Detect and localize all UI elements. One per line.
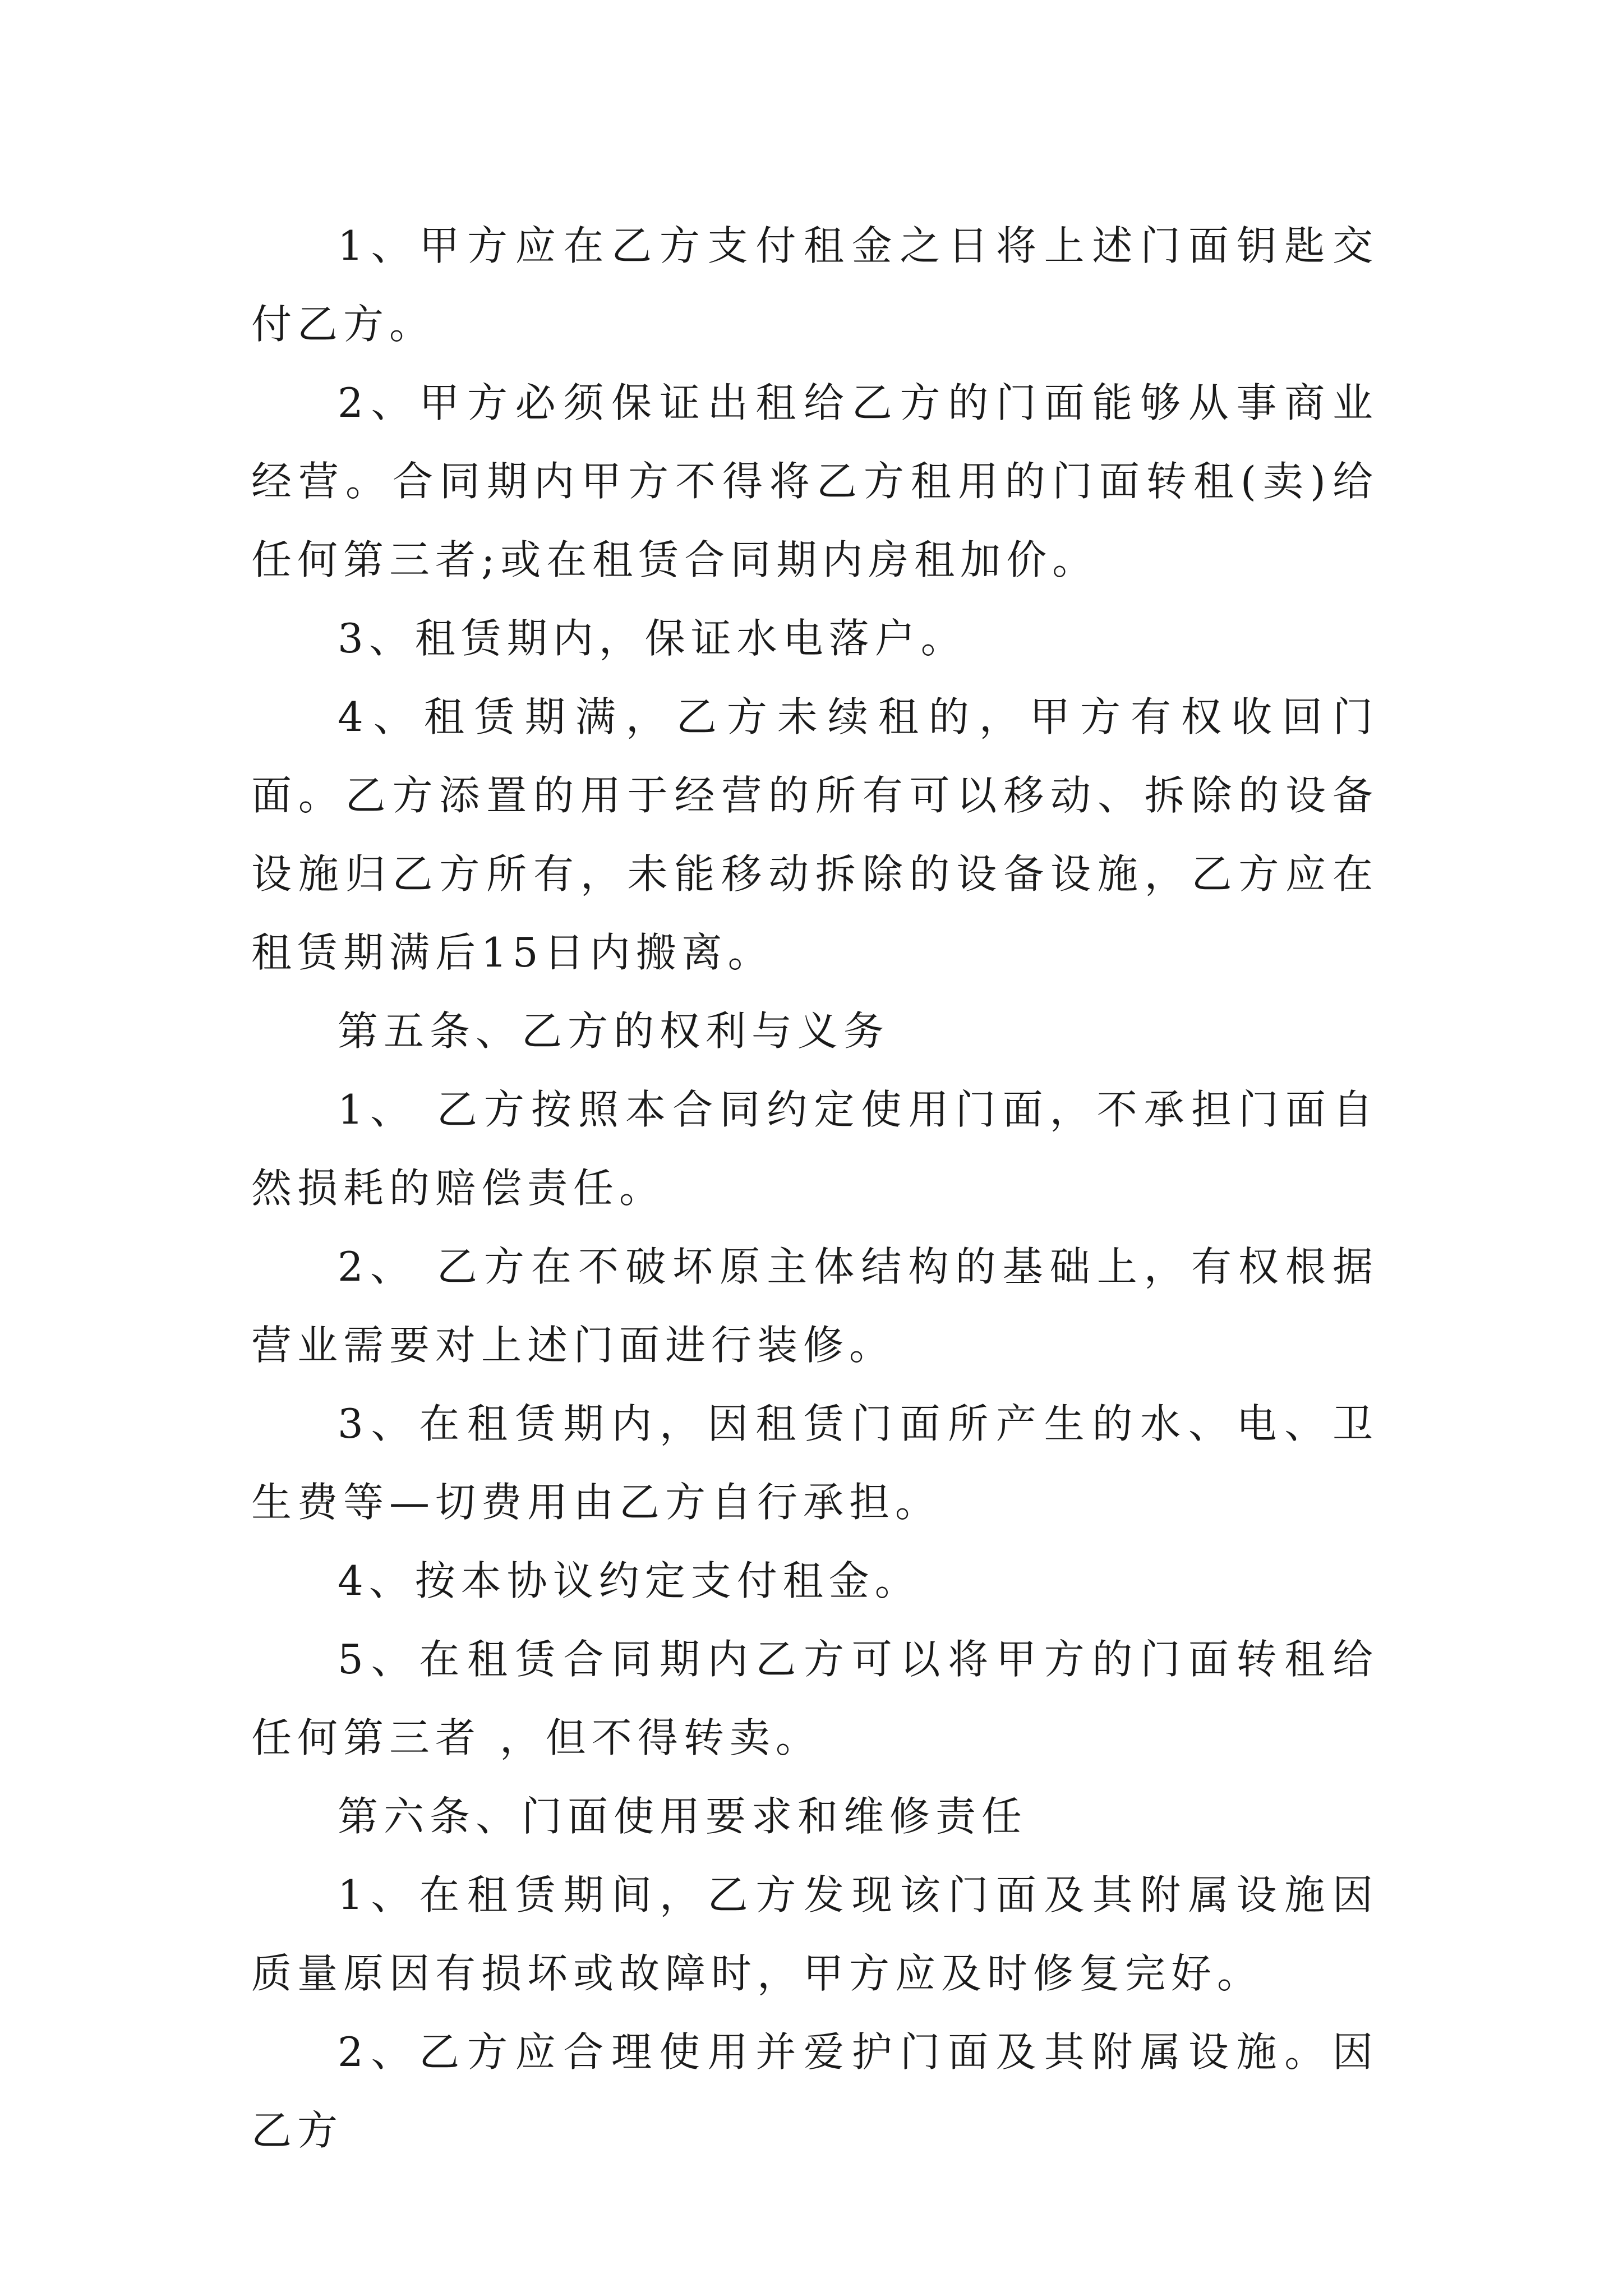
clause-4-item-3: 3、租赁期内，保证水电落户。 [338, 615, 967, 662]
clause-5-heading: 第五条、乙方的权利与义务 [338, 1007, 890, 1055]
clause-4-item-1: 1、甲方应在乙方支付租金之日将上述门面钥匙交付乙方。 [251, 222, 1378, 348]
clause-6-item-1: 1、在租赁期间，乙方发现该门面及其附属设施因质量原因有损坏或故障时，甲方应及时修复完好。 [251, 1871, 1378, 1997]
clause-4-item-4: 4、租赁期满，乙方未续租的，甲方有权收回门面。乙方添置的用于经营的所有可以移动、拆除的设备设施归乙方所有，未能移动拆除的设备设施，乙方应在租赁期满后15日内搬离。 [251, 693, 1378, 976]
clause-6-item-2: 2、乙方应合理使用并爱护门面及其附属设施。因乙方 [251, 2028, 1378, 2154]
clause-4-item-2: 2、甲方必须保证出租给乙方的门面能够从事商业经营。合同期内甲方不得将乙方租用的门面转租(卖)给任何第三者;或在租赁合同期内房租加价。 [251, 379, 1378, 583]
clause-5-item-5: 5、在租赁合同期内乙方可以将甲方的门面转租给任何第三者 ，但不得转卖。 [251, 1636, 1378, 1761]
clause-5-item-2: 2、 乙方在不破坏原主体结构的基础上，有权根据营业需要对上述门面进行装修。 [251, 1243, 1378, 1369]
clause-5-item-3: 3、在租赁期内，因租赁门面所产生的水、电、卫生费等—切费用由乙方自行承担。 [251, 1400, 1378, 1526]
clause-5-item-1: 1、 乙方按照本合同约定使用门面，不承担门面自然损耗的赔偿责任。 [251, 1086, 1378, 1212]
clause-5-item-4: 4、按本协议约定支付租金。 [338, 1557, 921, 1604]
document-body [251, 206, 1378, 2170]
clause-6-heading: 第六条、门面使用要求和维修责任 [338, 1793, 1028, 1840]
